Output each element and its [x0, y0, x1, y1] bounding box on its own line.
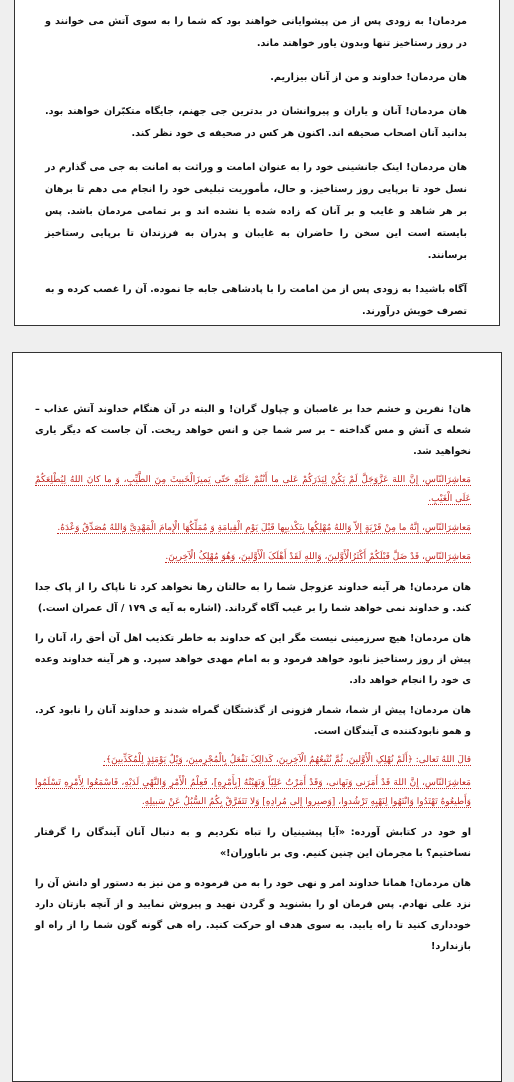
arabic-quote [35, 519, 471, 538]
paragraph: هان مردمان! همانا خداوند امر و نهی خود را به من فرموده و من نیز به دستور او دانش آن را نزد علی نهادم. پس فرمان او را بشنوید و گردن نهید و پیروش نمایید و از آنچه بازتان دارد خودداری کنید تا راه یابید. به سوی هدف او حرکت کنید. راه هی گونه گون شما را از راه او بازندارد! [35, 878, 471, 952]
paragraph: هان مردمان! هر آینه خداوند عزوجل شما را به حالتان رها نخواهد کرد تا ناپاک را از پاک جدا کند. و خداوند نمی خواهد شما را بر غیب آگاه گرداند. (اشاره به آیه ی ۱۷۹ / آل عمران است.) [35, 582, 471, 614]
paragraph: هان مردمان! هیچ سرزمینی نیست مگر این که خداوند به خاطر تکذیب اهل آن أحق را، آنان را پیش از روز رستاخیز نابود خواهد فرمود و به امام مهدی خواهد سپرد. و هر آینه خداوند وعده ی خود را انجام خواهد داد. [35, 633, 471, 686]
arabic-quote [35, 751, 471, 770]
paragraph: هان! نفرین و خشم خدا بر غاصبان و چپاول گران! و البته در آن هنگام خداوند آتش عذاب – شعله ی آتش و مس گداخته – بر سر شما جن و انس خواهد ریخت. آن جاست که دیگر یاری نخواهید شد. [35, 404, 471, 457]
paragraph: هان مردمان! خداوند و من از آنان بیزاریم. [270, 72, 467, 83]
paragraph: هان مردمان! پیش از شما، شمار فزونی از گذشتگان گمراه شدند و خداوند آنان را نابود کرد. و همو نابودکننده ی آیندگان است. [35, 705, 471, 737]
arabic-quote [35, 774, 471, 812]
paragraph: هان مردمان! اینک جانشینی خود را به عنوان امامت و وراثت به امانت به جی می گذارم در نسل خود تا برپایی روز رستاخیز. و حال، مأموریت تبلیغی خود را انجام می دهم تا برهان بر هر شاهد و غایب و بر آنان که زاده شده یا نشده اند و بر تمامی مردمان باشد. پس بایسته است این سخن را حاضران به غایبان و پدران به فرزندان تا برپایی رستاخیز برسانند. [45, 162, 467, 261]
paragraph: هان مردمان! آنان و یاران و پیروانشان در بدترین جی جهنم، جایگاه متکبّران خواهند بود. بدانید آنان اصحاب صحیفه اند. اکنون هر کس در صحیفه ی خود نظر کند. [45, 106, 467, 139]
arabic-quote [35, 471, 471, 509]
paragraph: او خود در کتابش آورده: «آیا پیشینیان را تباه نکردیم و به دنبال آنان آیندگان را گرفتار نساختیم؟ با مجرمان این چنین کنیم. وی بر ناباوران!» [35, 827, 471, 859]
arabic-quote-text: مَعاشِرَالنّاسِ، إِنَّهُ ما مِنْ قَرْیَةٍ إِلاّ وَاللهُ مُهْلِکُها بِتَکْذیبِها قَبْلَ یَوْمِ الْقِیامَةِ وَ مُمَلِّکُهَا الْإِمامَ الْمَهْدِیَّ وَاللهُ مُصَدِّقٌ وَعْدَهُ. [57, 523, 471, 533]
document-page-1 [14, 0, 500, 326]
arabic-quote-text: مَعاشِرَالنّاسِ، إِنَّ اللهَ عَزَّوَجَلَّ لَمْ یَکُنْ لِیَذَرَکُمْ عَلى ما أَنْتُمْ عَلَیْهِ حَتّى یَمیزَالْخَبیثَ مِنَ الطَّیِّبِ، وَ ما کانَ اللهُ لِیُطْلِعَکُمْ عَلَى الْغَیْبِ. [35, 475, 471, 504]
document-page-2 [12, 352, 502, 1082]
paragraph: مردمان! به زودی پس از من پیشوایانی خواهند بود که شما را به سوی آتش می خوانند و در روز رستاخیز تنها وبدون یاور خواهند ماند. [45, 16, 467, 49]
arabic-quote-text: مَعاشِرَالنّاسِ، إِنَّ اللهَ قَدْ أَمَرَنی وَنَهانی، وَقَدْ أَمَرْتُ عَلِیّاً وَنَهَیْتُهُ [بِأَمْرِهِ]، فَعِلْمُ الْأَمْرِ وَالنَّهْیِ لَدَیْهِ، فَاسْمَعُوا لِأَمْرِهِ تَسْلَمُوا وَأَطیعُوهُ تَهْتَدُوا وَانْتَهُوا لِنَهْیِهِ تَرْشُدوا، [وَصیروا إِلى مُرادِهِ] وَلا تَتَفَرَّقْ بِکُمُ السُّبُلُ عَنْ سَبیلِهِ. [35, 778, 471, 807]
paragraph: آگاه باشید! به زودی پس از من امامت را با پادشاهی جابه جا نموده. آن را غصب کرده و به تصرف خویش درآورند. [45, 284, 467, 317]
arabic-quote-text: مَعاشِرَالنّاسِ، قَدْ ضَلَّ قَبْلَکُمْ أَکْثَرُالْأَوَّلینَ، وَاللهِ لَقَدْ أَهْلَکَ الْأَوَّلینَ، وَهُوَ مُهْلِکُ الْآخِرینَ. [165, 552, 471, 562]
arabic-quote-text: قالَ اللهُ تَعالى: ﴿أَلَمْ نُهْلِکِ الْأَوَّلینَ، ثُمَّ نُتْبِعُهُمُ الْآخِرینَ، کَذالِکَ نَفْعَلُ بِالْمُجْرِمینَ، وَیْلٌ یَوْمَئِذٍ لِلْمُکَذِّبینَ﴾. [103, 755, 471, 765]
arabic-quote [35, 548, 471, 567]
